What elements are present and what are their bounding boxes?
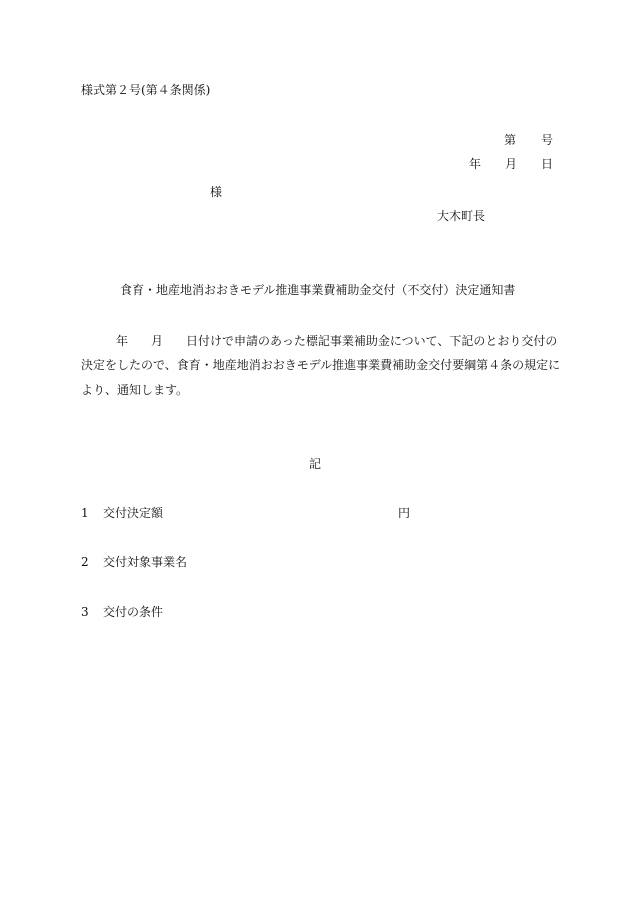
item-unit-yen: 円 [398, 506, 411, 520]
body-line-3: より、通知します。 [81, 383, 189, 397]
item-number: 3 [81, 605, 89, 619]
document-title: 食育・地産地消おおきモデル推進事業費補助金交付（不交付）決定通知書 [120, 283, 516, 297]
item-label-conditions: 交付の条件 [103, 605, 164, 619]
item-number: 1 [81, 506, 89, 520]
body-line-1-text: 日付けで申請のあった標記事業補助金について、下記のとおり交付の [186, 334, 558, 348]
ki-heading: 記 [309, 457, 322, 471]
body-line-2: 決定をしたので、食育・地産地消おおきモデル推進事業費補助金交付要綱第４条の規定に [81, 358, 561, 372]
document-number-suffix: 号 [541, 133, 554, 147]
item-label-grant-amount: 交付決定額 [103, 506, 164, 520]
body-month-label: 月 [151, 334, 164, 348]
issuer: 大木町長 [437, 209, 486, 223]
document-number-label: 第 [504, 133, 517, 147]
date-day-label: 日 [541, 157, 554, 171]
form-label: 様式第２号(第４条関係) [81, 83, 211, 97]
body-year-label: 年 [116, 334, 129, 348]
date-year-label: 年 [469, 157, 482, 171]
date-month-label: 月 [505, 157, 518, 171]
item-number: 2 [81, 555, 89, 569]
item-label-project-name: 交付対象事業名 [103, 555, 188, 569]
recipient-suffix: 様 [210, 185, 223, 199]
